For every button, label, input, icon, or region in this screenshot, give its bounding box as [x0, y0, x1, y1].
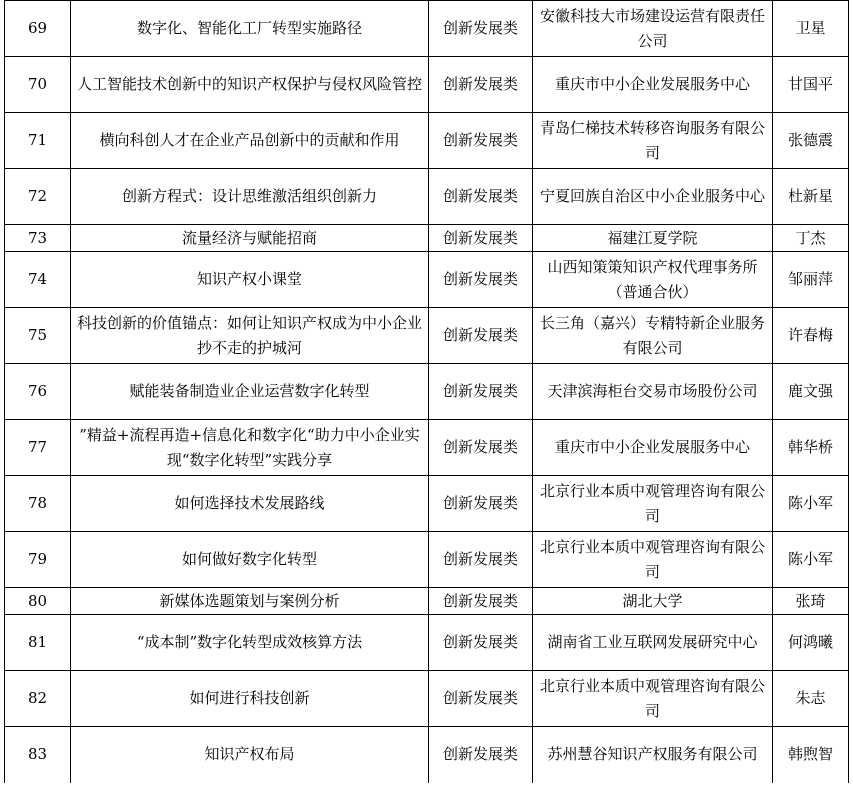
organization: 北京行业本质中观管理咨询有限公司 — [533, 476, 773, 532]
course-category: 创新发展类 — [429, 476, 533, 532]
course-title: 知识产权布局 — [71, 727, 429, 783]
lecturer: 朱志 — [773, 671, 849, 727]
organization: 宁夏回族自治区中小企业服务中心 — [533, 169, 773, 225]
row-number: 82 — [5, 671, 71, 727]
course-category: 创新发展类 — [429, 57, 533, 113]
row-number: 83 — [5, 727, 71, 783]
organization: 青岛仁梯技术转移咨询服务有限公司 — [533, 113, 773, 169]
lecturer: 鹿文强 — [773, 364, 849, 420]
course-category: 创新发展类 — [429, 532, 533, 588]
row-number: 80 — [5, 588, 71, 615]
row-number: 74 — [5, 252, 71, 308]
course-category: 创新发展类 — [429, 588, 533, 615]
row-number: 70 — [5, 57, 71, 113]
course-title: 知识产权小课堂 — [71, 252, 429, 308]
row-number: 72 — [5, 169, 71, 225]
organization: 安徽科技大市场建设运营有限责任公司 — [533, 1, 773, 57]
course-category: 创新发展类 — [429, 252, 533, 308]
course-category: 创新发展类 — [429, 727, 533, 783]
course-category: 创新发展类 — [429, 615, 533, 671]
table-row — [5, 169, 849, 225]
table-row — [5, 420, 849, 476]
organization: 重庆市中小企业发展服务中心 — [533, 57, 773, 113]
table-row — [5, 671, 849, 727]
course-title: 科技创新的价值锚点：如何让知识产权成为中小企业抄不走的护城河 — [71, 308, 429, 364]
course-title: 新媒体选题策划与案例分析 — [71, 588, 429, 615]
row-number: 73 — [5, 225, 71, 252]
table-row — [5, 727, 849, 783]
course-title: 流量经济与赋能招商 — [71, 225, 429, 252]
table-row — [5, 532, 849, 588]
lecturer: 陈小军 — [773, 476, 849, 532]
table-row — [5, 588, 849, 615]
row-number: 77 — [5, 420, 71, 476]
organization: 苏州慧谷知识产权服务有限公司 — [533, 727, 773, 783]
organization: 湖北大学 — [533, 588, 773, 615]
table-row — [5, 364, 849, 420]
row-number: 75 — [5, 308, 71, 364]
course-category: 创新发展类 — [429, 364, 533, 420]
row-number: 78 — [5, 476, 71, 532]
lecturer: 张德震 — [773, 113, 849, 169]
course-title: 如何做好数字化转型 — [71, 532, 429, 588]
lecturer: 许春梅 — [773, 308, 849, 364]
organization: 福建江夏学院 — [533, 225, 773, 252]
course-title: ”精益+流程再造+信息化和数字化“助力中小企业实现“数字化转型”实践分享 — [71, 420, 429, 476]
lecturer: 甘国平 — [773, 57, 849, 113]
course-title: 横向科创人才在企业产品创新中的贡献和作用 — [71, 113, 429, 169]
table-row — [5, 308, 849, 364]
lecturer: 张琦 — [773, 588, 849, 615]
table-row — [5, 113, 849, 169]
course-category: 创新发展类 — [429, 308, 533, 364]
lecturer: 卫星 — [773, 1, 849, 57]
organization: 北京行业本质中观管理咨询有限公司 — [533, 532, 773, 588]
row-number: 69 — [5, 1, 71, 57]
table-row — [5, 252, 849, 308]
organization: 天津滨海柜台交易市场股份公司 — [533, 364, 773, 420]
course-category: 创新发展类 — [429, 420, 533, 476]
course-category: 创新发展类 — [429, 1, 533, 57]
course-category: 创新发展类 — [429, 671, 533, 727]
course-title: 人工智能技术创新中的知识产权保护与侵权风险管控 — [71, 57, 429, 113]
lecturer: 何鸿曦 — [773, 615, 849, 671]
course-title: 赋能装备制造业企业运营数字化转型 — [71, 364, 429, 420]
course-title: 创新方程式：设计思维激活组织创新力 — [71, 169, 429, 225]
row-number: 79 — [5, 532, 71, 588]
lecturer: 陈小军 — [773, 532, 849, 588]
organization: 重庆市中小企业发展服务中心 — [533, 420, 773, 476]
table-row — [5, 57, 849, 113]
row-number: 71 — [5, 113, 71, 169]
lecturer: 丁杰 — [773, 225, 849, 252]
organization: 湖南省工业互联网发展研究中心 — [533, 615, 773, 671]
course-table — [4, 0, 849, 783]
course-title: 如何进行科技创新 — [71, 671, 429, 727]
course-category: 创新发展类 — [429, 169, 533, 225]
course-title: “成本制”数字化转型成效核算方法 — [71, 615, 429, 671]
lecturer: 杜新星 — [773, 169, 849, 225]
organization: 山西知策策知识产权代理事务所（普通合伙） — [533, 252, 773, 308]
organization: 长三角（嘉兴）专精特新企业服务有限公司 — [533, 308, 773, 364]
lecturer: 韩华桥 — [773, 420, 849, 476]
lecturer: 韩煦智 — [773, 727, 849, 783]
lecturer: 邹丽萍 — [773, 252, 849, 308]
course-category: 创新发展类 — [429, 225, 533, 252]
course-title: 数字化、智能化工厂转型实施路径 — [71, 1, 429, 57]
row-number: 76 — [5, 364, 71, 420]
course-category: 创新发展类 — [429, 113, 533, 169]
course-title: 如何选择技术发展路线 — [71, 476, 429, 532]
table-row — [5, 225, 849, 252]
row-number: 81 — [5, 615, 71, 671]
table-row — [5, 615, 849, 671]
table-row — [5, 1, 849, 57]
organization: 北京行业本质中观管理咨询有限公司 — [533, 671, 773, 727]
table-row — [5, 476, 849, 532]
